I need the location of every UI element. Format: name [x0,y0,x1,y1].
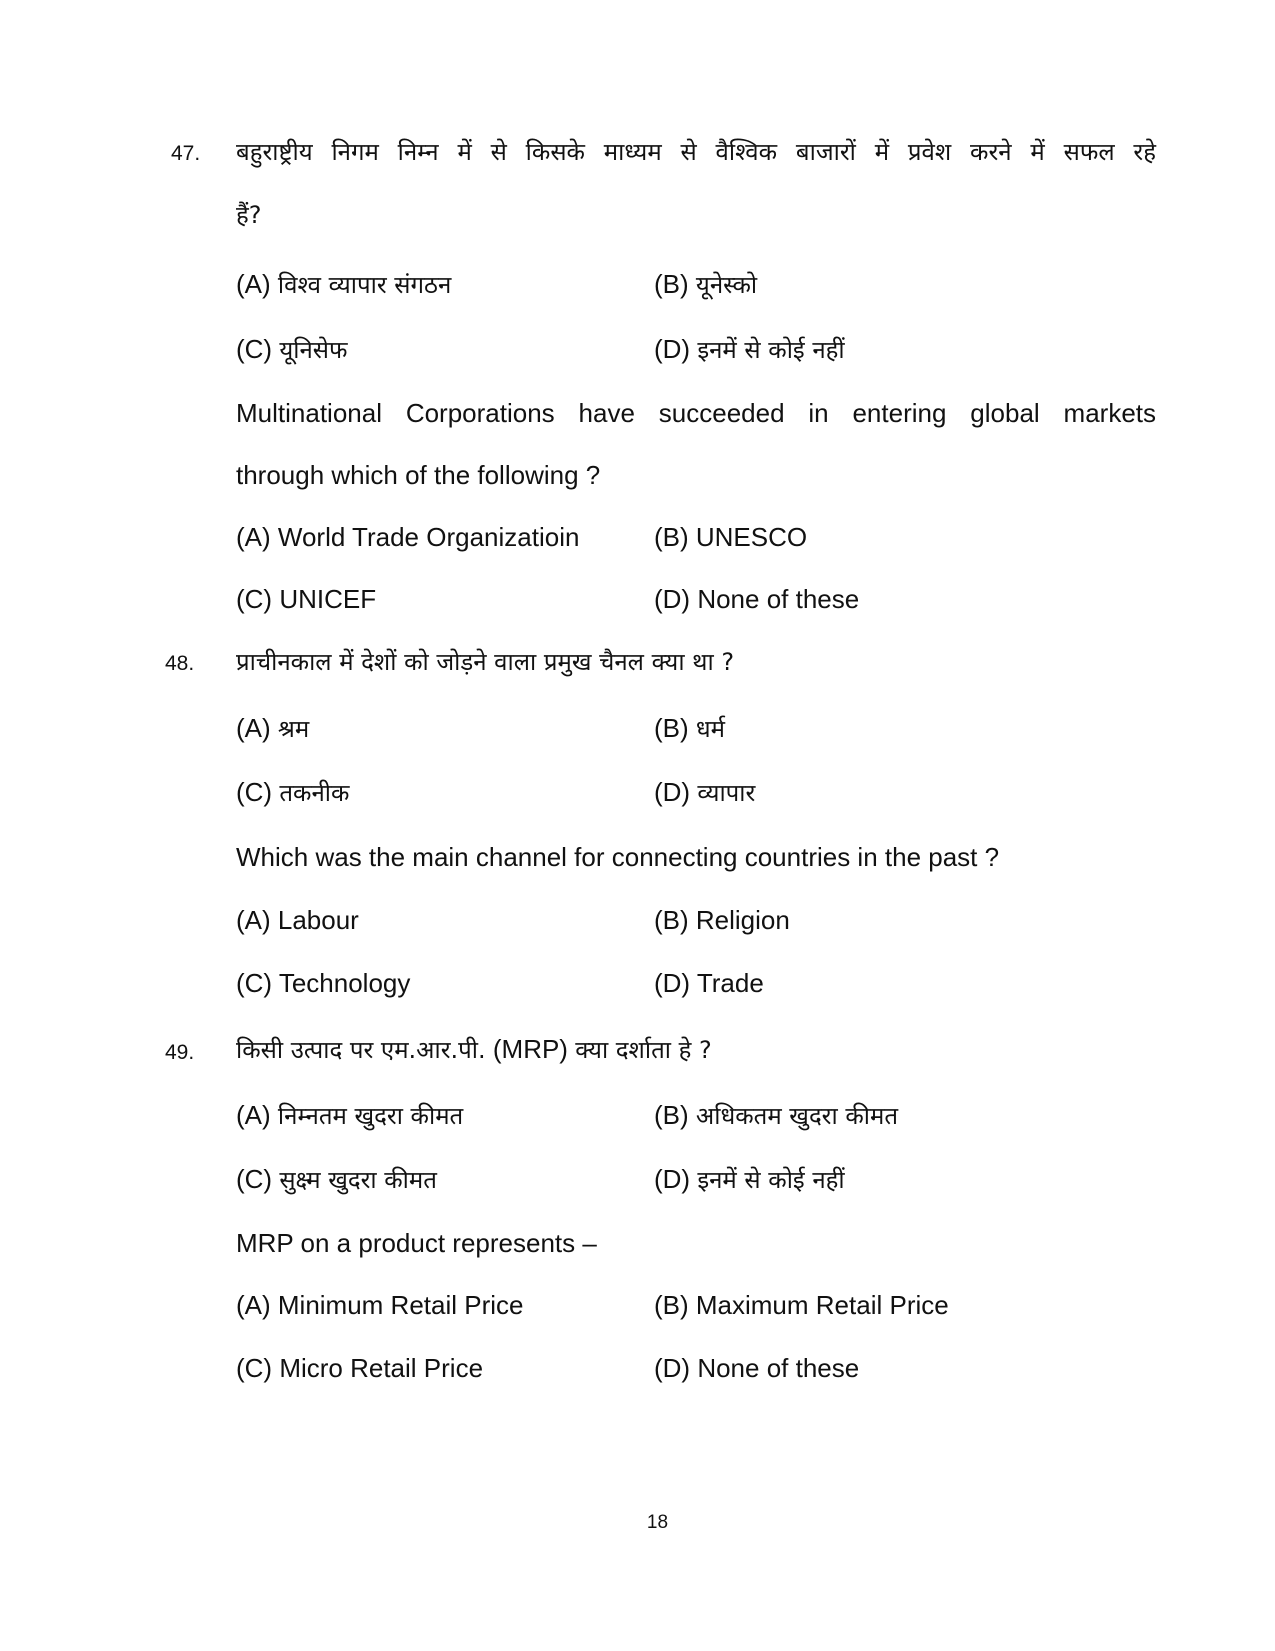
option-d-english: (D) None of these [654,584,860,614]
option-a-hindi: (A) श्रम [236,713,310,743]
option-c-english: (C) UNICEF [236,584,377,614]
question-text-english: Multinational Corporations have succeeded in entering global markets [236,398,1156,428]
question-text-english: Which was the main channel for connecting countries in the past ? [236,842,1000,872]
option-c-english: (C) Technology [236,968,411,998]
option-d-english: (D) None of these [654,1353,860,1383]
question-number: 48. [165,652,195,675]
option-a-hindi: (A) विश्व व्यापार संगठन [236,269,452,299]
question-text-hindi: बहुराष्ट्रीय निगम निम्न में से किसके माध्यम से वैश्विक बाजारों में प्रवेश करने में सफल रहे [236,138,1156,166]
option-a-english: (A) Minimum Retail Price [236,1290,524,1320]
option-c-hindi: (C) यूनिसेफ [236,334,348,364]
question-text-hindi: किसी उत्पाद पर एम.आर.पी. (MRP) क्या दर्शाता हे ? [236,1034,712,1064]
option-c-hindi: (C) सुक्ष्म खुदरा कीमत [236,1164,437,1194]
option-b-english: (B) UNESCO [654,522,808,552]
option-d-english: (D) Trade [654,968,764,998]
option-b-english: (B) Religion [654,905,790,935]
option-b-english: (B) Maximum Retail Price [654,1290,949,1320]
question-text-hindi-cont: हैं? [236,201,262,229]
option-b-hindi: (B) यूनेस्को [654,269,758,299]
option-b-hindi: (B) धर्म [654,713,726,743]
option-a-english: (A) Labour [236,905,359,935]
option-a-english: (A) World Trade Organizatioin [236,522,580,552]
option-c-english: (C) Micro Retail Price [236,1353,484,1383]
question-number: 47. [171,142,201,165]
question-text-english-cont: through which of the following ? [236,460,601,490]
option-d-hindi: (D) इनमें से कोई नहीं [654,1164,845,1194]
page-number: 18 [646,1512,669,1533]
option-b-hindi: (B) अधिकतम खुदरा कीमत [654,1100,899,1130]
question-number: 49. [165,1041,195,1064]
option-d-hindi: (D) इनमें से कोई नहीं [654,334,845,364]
question-text-english: MRP on a product represents – [236,1228,597,1258]
option-a-hindi: (A) निम्नतम खुदरा कीमत [236,1100,464,1130]
option-c-hindi: (C) तकनीक [236,777,350,807]
question-text-hindi: प्राचीनकाल में देशों को जोड़ने वाला प्रमुख चैनल क्या था ? [236,648,735,676]
option-d-hindi: (D) व्यापार [654,777,756,807]
